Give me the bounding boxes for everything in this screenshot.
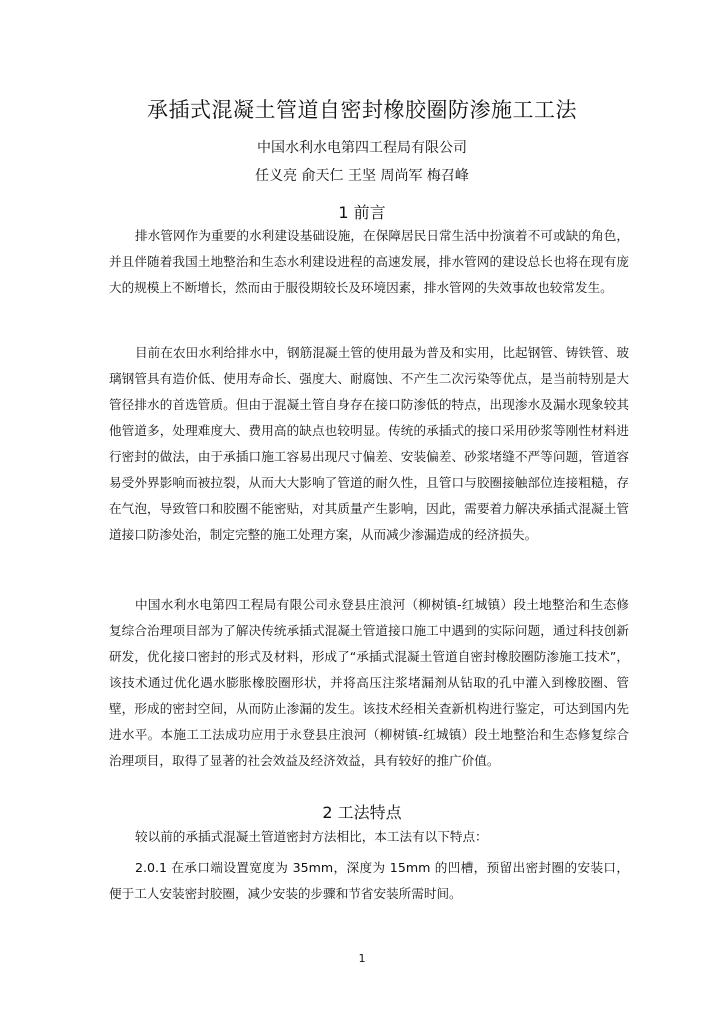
paragraph: 2.0.1 在承口端设置宽度为 35mm，深度为 15mm 的凹槽，预留出密封圈的安装口，便于工人安装密封胶圈，减少安装的步骤和节省安装所需时间。 bbox=[109, 860, 629, 901]
document-title: 承插式混凝土管道自密封橡胶圈防渗施工工法 bbox=[147, 98, 577, 122]
organization-name: 中国水利水电第四工程局有限公司 bbox=[257, 140, 467, 156]
paragraph: 目前在农田水利给排水中，钢筋混凝土管的使用最为普及和实用，比起钢管、铸铁管、玻璃钢管具有造价低、使用寿命长、强度大、耐腐蚀、不产生二次污染等优点，是当前特别是大管径排水的首选管质。但由于混凝土管自身存在接口防渗低的特点，出现渗水及漏水现象较其他管道多，处理难度大、费用高的缺点也较明显。传统的承插式的接口采用砂浆等刚性材料进行密封的做法，由于承插口施工容易出现尺寸偏差、安装偏差、砂浆堵缝不严等问题，管道容易受外界影响而被拉裂，从而大大影响了管道的耐久性，且管口与胶圈接触部位连接粗糙，存在气泡，导致管口和胶圈不能密贴，对其质量产生影响，因此，需要着力解决承插式混凝土管道接口防渗处治，制定完整的施工处理方案，从而减少渗漏造成的经济损失。 bbox=[109, 345, 629, 542]
paragraph: 中国水利水电第四工程局有限公司永登县庄浪河（柳树镇-红城镇）段土地整治和生态修复综合治理项目部为了解决传统承插式混凝土管道接口施工中遇到的实际问题，通过科技创新研发，优化接口密封的形式及材料，形成了“承插式混凝土管道自密封橡胶圈防渗施工技术”，该技术通过优化遇水膨胀橡胶圈形状，并将高压注浆堵漏剂从钻取的孔中灌入到橡胶圈、管壁，形成的密封空间，从而防止渗漏的发生。该技术经相关查新机构进行鉴定，可达到国内先进水平。本施工工法成功应用于永登县庄浪河（柳树镇-红城镇）段土地整治和生态修复综合治理项目，取得了显著的社会效益及经济效益，具有较好的推广价值。 bbox=[109, 597, 629, 768]
paragraph: 排水管网作为重要的水利建设基础设施，在保障居民日常生活中扮演着不可或缺的角色，并且伴随着我国土地整治和生态水利建设进程的高速发展，排水管网的建设总长也将在现有庞大的规模上不断增长，然而由于服役期较长及环境因素，排水管网的失效事故也较常发生。 bbox=[109, 228, 629, 295]
section-heading-preface: 1 前言 bbox=[338, 203, 386, 222]
page-number: 1 bbox=[358, 952, 366, 965]
paragraph: 较以前的承插式混凝土管道密封方法相比，本工法有以下特点： bbox=[135, 829, 488, 844]
author-list: 任义亮 俞天仁 王坚 周尚军 梅召峰 bbox=[255, 168, 469, 184]
section-heading-features: 2 工法特点 bbox=[322, 803, 402, 822]
